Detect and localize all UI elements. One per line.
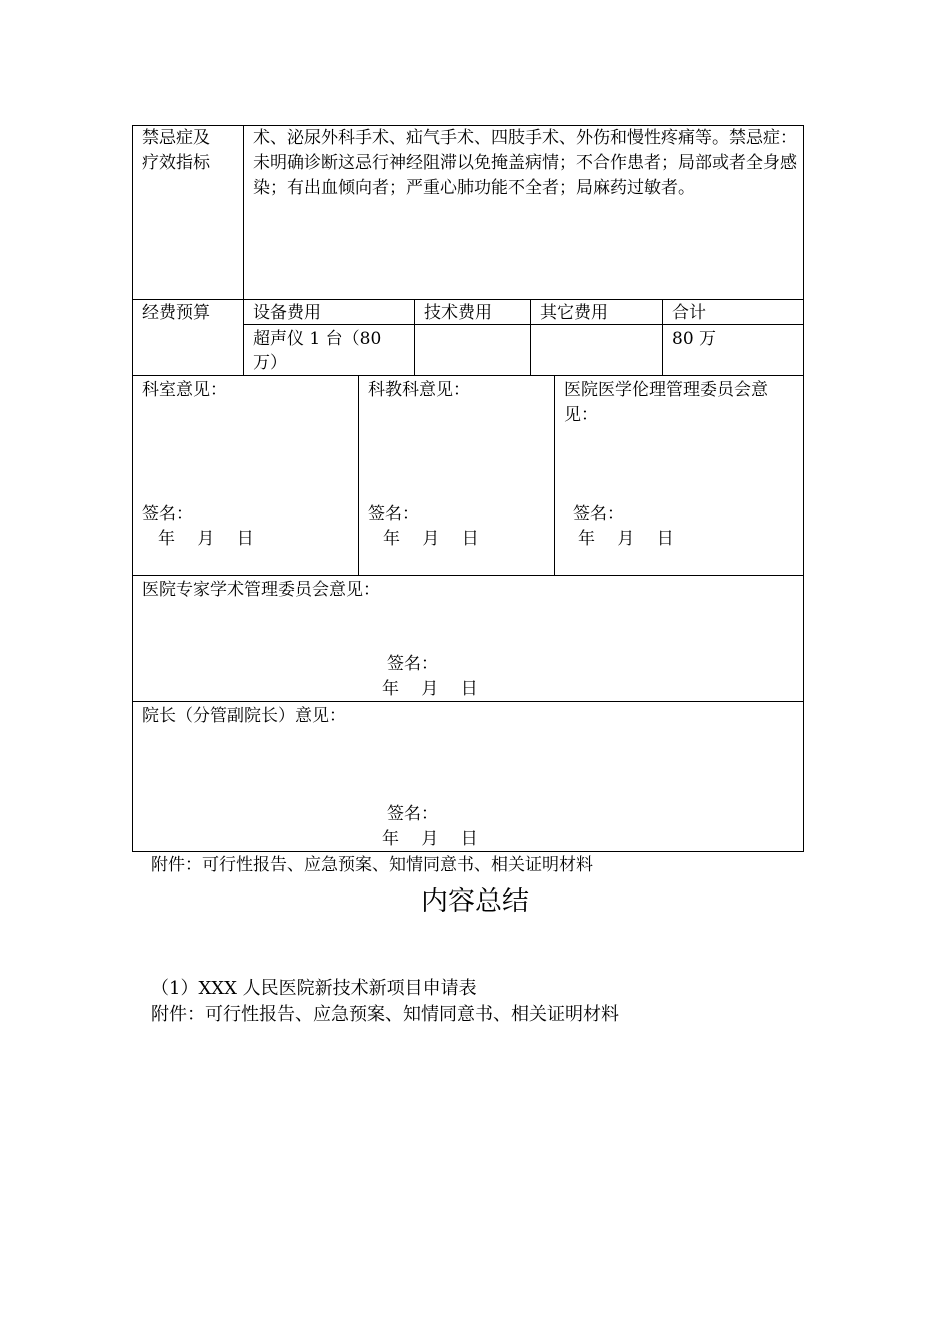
indications-text: 术、泌尿外科手术、疝气手术、四肢手术、外伤和慢性疼痛等。禁忌症：未明确诊断这忌行神经阻滞以免掩盖病情；不合作患者；局部或者全身感染；有出血倾向者；严重心肺功能不全者；局麻药过敏者。 bbox=[253, 128, 797, 198]
expert-signature-label: 签名： bbox=[387, 654, 438, 674]
ethics-opinion-line2: 见： bbox=[564, 405, 598, 425]
budget-header-other: 其它费用 bbox=[540, 303, 608, 323]
indications-label-line2: 疗效指标 bbox=[142, 153, 210, 173]
ethics-signature-label: 签名： bbox=[573, 504, 624, 524]
budget-header-technical: 技术费用 bbox=[424, 303, 492, 323]
summary-item-1: （1）XXX 人民医院新技术新项目申请表 bbox=[151, 978, 477, 999]
indications-label-line1: 禁忌症及 bbox=[142, 128, 210, 148]
dept-signature-label: 签名： bbox=[142, 504, 193, 524]
dept-date-label: 年 月 日 bbox=[158, 529, 254, 549]
summary-title: 内容总结 bbox=[421, 886, 529, 917]
budget-header-equipment: 设备费用 bbox=[253, 303, 321, 323]
budget-total-value: 80 万 bbox=[672, 329, 717, 349]
expert-opinion-label: 医院专家学术管理委员会意见： bbox=[142, 580, 380, 600]
director-opinion-label: 院长（分管副院长）意见： bbox=[142, 706, 346, 726]
summary-item-2: 附件：可行性报告、应急预案、知情同意书、相关证明材料 bbox=[151, 1004, 619, 1025]
attachment-note: 附件：可行性报告、应急预案、知情同意书、相关证明材料 bbox=[151, 855, 593, 875]
edu-date-label: 年 月 日 bbox=[383, 529, 479, 549]
ethics-date-label: 年 月 日 bbox=[578, 529, 674, 549]
edu-signature-label: 签名： bbox=[368, 504, 419, 524]
director-date-label: 年 月 日 bbox=[382, 829, 478, 849]
expert-date-label: 年 月 日 bbox=[382, 679, 478, 699]
edu-opinion-label: 科教科意见： bbox=[368, 380, 470, 400]
budget-label: 经费预算 bbox=[142, 303, 210, 323]
director-signature-label: 签名： bbox=[387, 804, 438, 824]
dept-opinion-label: 科室意见： bbox=[142, 380, 227, 400]
ethics-opinion-line1: 医院医学伦理管理委员会意 bbox=[564, 380, 768, 400]
budget-equipment-line2: 万） bbox=[253, 353, 287, 373]
budget-equipment-line1: 超声仪 1 台（80 bbox=[253, 329, 382, 349]
budget-header-total: 合计 bbox=[672, 303, 706, 323]
